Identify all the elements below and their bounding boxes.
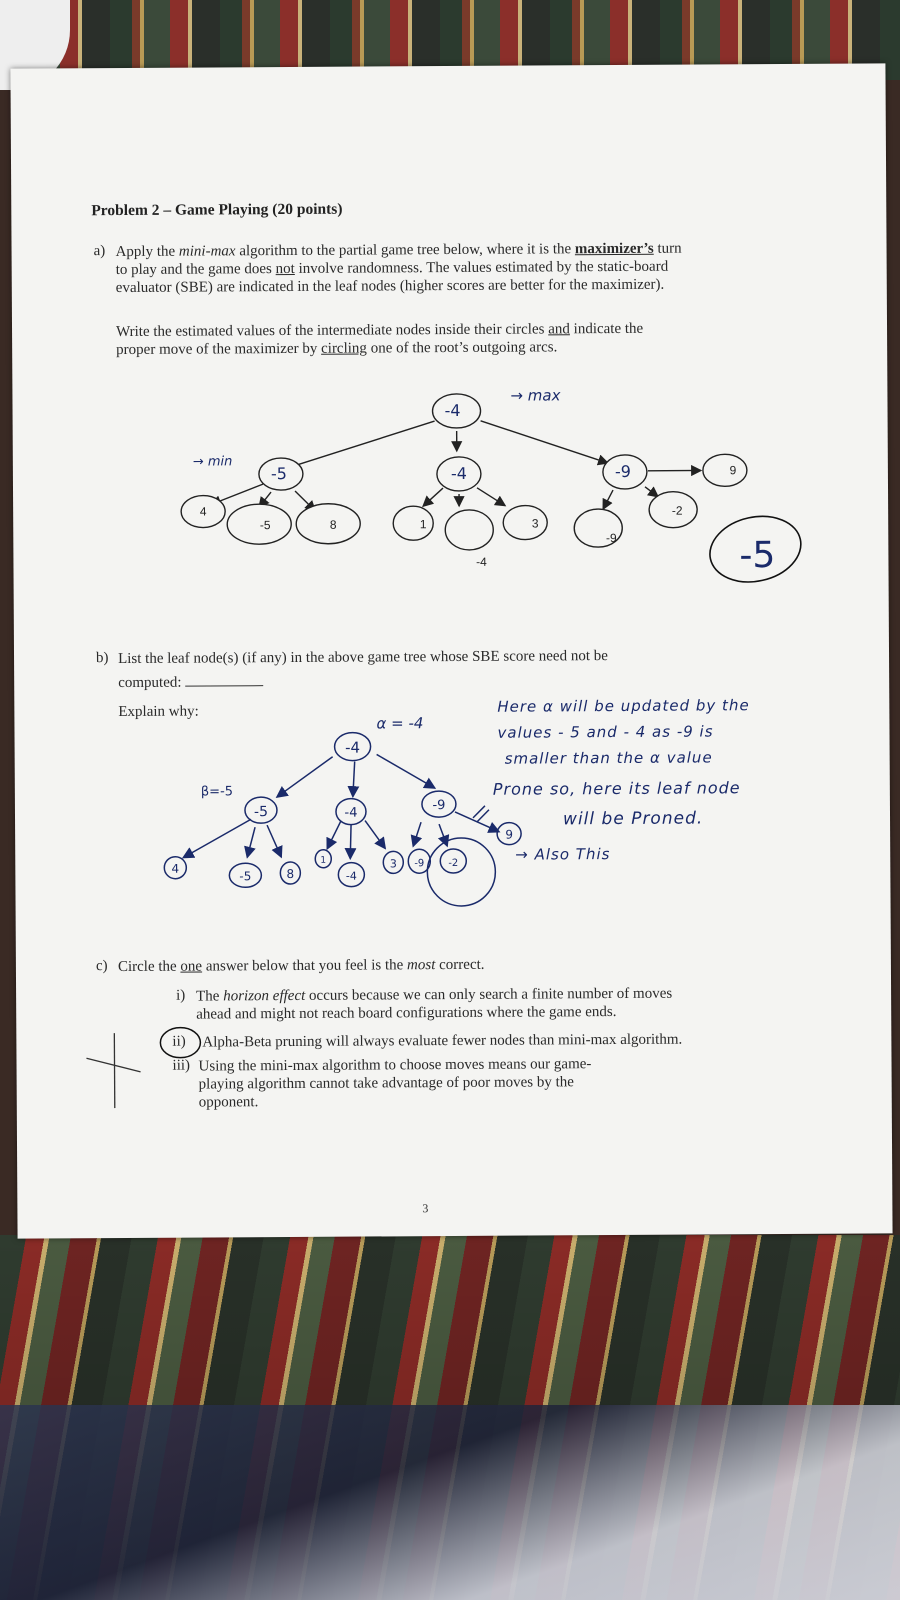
tree-b-leaf-value: 9 bbox=[505, 827, 513, 842]
option-ii-label: ii) bbox=[172, 1033, 186, 1050]
part-c-intro: Circle the one answer below that you feel is the most correct. bbox=[117, 956, 485, 976]
explanation-line: will be Proned. bbox=[562, 808, 704, 830]
max-label: → max bbox=[510, 386, 561, 405]
tree-b-min-value: -5 bbox=[253, 804, 269, 821]
page-number: 3 bbox=[422, 1201, 429, 1216]
explanation-line: values - 5 and - 4 as -9 is bbox=[497, 722, 714, 742]
tree-b-min-value: -4 bbox=[344, 805, 358, 821]
leaf-value: -4 bbox=[476, 554, 487, 569]
part-a-label: a) bbox=[93, 243, 106, 260]
tree-b-root-value: -4 bbox=[345, 738, 361, 757]
tree-b-leaf-value: 8 bbox=[286, 866, 295, 882]
tree-b-leaf-value: 3 bbox=[389, 857, 397, 871]
tree-b-leaf-value: -4 bbox=[345, 869, 357, 883]
option-iii-text: Using the mini-max algorithm to choose moves means our game- playing algorithm cannot take advantage of poor moves by the opponent. bbox=[198, 1056, 592, 1111]
part-b-text: List the leaf node(s) (if any) in the above game tree whose SBE score need not be computed: bbox=[117, 648, 608, 692]
min-label: → min bbox=[192, 454, 233, 470]
alpha-label: α = -4 bbox=[376, 714, 424, 733]
background-blanket bbox=[0, 1405, 900, 1600]
beta-label: β=-5 bbox=[200, 784, 234, 800]
leaf-value: 1 bbox=[419, 517, 427, 532]
leaf-value: 9 bbox=[729, 463, 737, 478]
tree-b-leaf-value: 1 bbox=[320, 855, 327, 866]
part-c-label: c) bbox=[95, 958, 108, 975]
min-right-value: -9 bbox=[614, 461, 631, 481]
leaf-value: -5 bbox=[259, 518, 271, 533]
part-b-label: b) bbox=[95, 650, 109, 667]
option-i-text: The horizon effect occurs because we can only search a finite number of moves ahead and might not reach board configurations where the game ends. bbox=[196, 985, 673, 1023]
part-a-paragraph-2: Write the estimated values of the intermediate nodes inside their circles and indicate the proper move of the maximizer by circling one of the root’s outgoing arcs. bbox=[115, 320, 644, 359]
leaf-value: -9 bbox=[605, 530, 617, 546]
explanation-line: → Also This bbox=[515, 845, 611, 864]
option-iii-label: iii) bbox=[172, 1057, 191, 1074]
tree-b-leaf-value: -2 bbox=[448, 857, 459, 870]
min-left-value: -5 bbox=[270, 464, 287, 484]
root-value: -4 bbox=[444, 400, 461, 421]
option-i-label: i) bbox=[176, 987, 186, 1004]
min-middle-value: -4 bbox=[450, 463, 467, 483]
explanation-line: smaller than the α value bbox=[504, 748, 713, 768]
leaf-value: 4 bbox=[199, 504, 207, 519]
tree-b-min-value: -9 bbox=[432, 798, 446, 814]
explanation-line: Here α will be updated by the bbox=[497, 696, 750, 716]
leaf-value: 8 bbox=[329, 517, 337, 532]
tree-b-leaf-value: 4 bbox=[171, 861, 180, 876]
leaf-value: -2 bbox=[671, 503, 683, 518]
exam-page bbox=[10, 63, 892, 1238]
option-ii-text: Alpha-Beta pruning will always evaluate fewer nodes than mini-max algorithm. bbox=[202, 1031, 683, 1051]
leaf-value: 3 bbox=[531, 516, 539, 531]
answer-value: -5 bbox=[739, 535, 776, 577]
part-a-paragraph-1: Apply the mini-max algorithm to the partial game tree below, where it is the maximizer’s turn to play and the game does not involve randomness. The values estimated by the static-board evaluator (SBE) are indicated in the leaf nodes (higher scores are better for the maximizer). bbox=[115, 240, 682, 297]
explanation-line: Prone so, here its leaf node bbox=[492, 778, 741, 799]
tree-b-leaf-value: -5 bbox=[239, 869, 252, 884]
explain-label: Explain why: bbox=[118, 703, 199, 721]
tree-b-leaf-value: -9 bbox=[414, 858, 425, 870]
problem-title: Problem 2 – Game Playing (20 points) bbox=[91, 200, 343, 220]
